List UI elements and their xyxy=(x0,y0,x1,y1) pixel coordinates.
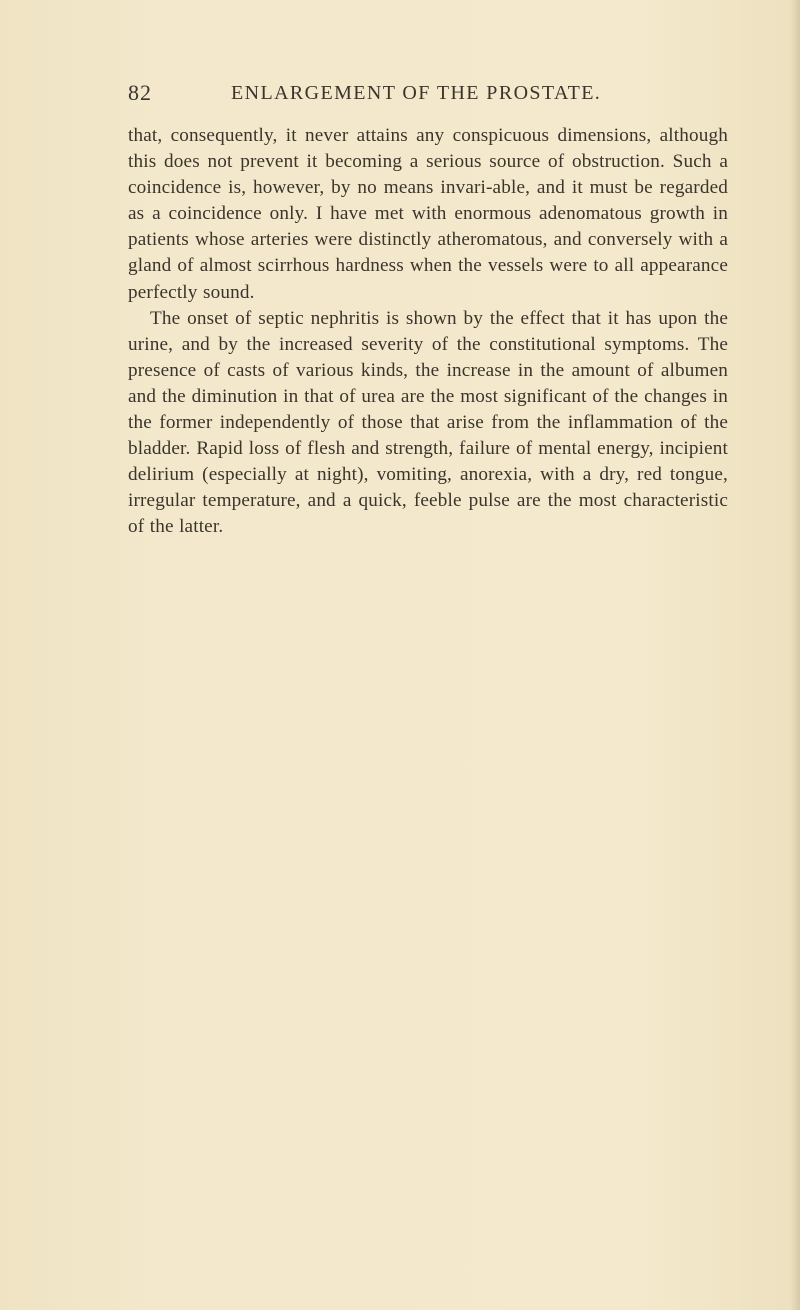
page-edge-shadow xyxy=(790,0,800,1310)
page-header xyxy=(128,80,728,110)
paragraph-1: that, consequently, it never attains any conspicuous dimensions, although this does not prevent it becoming a serious source of obstruction. Such a coincidence is, however, by no means invari-able, and it must be regarded as a coincidence only. I have met with enormous adenomatous growth in patients whose arteries were distinctly atheromatous, and conversely with a gland of almost scirrhous hardness when the vessels were to all appearance perfectly sound. xyxy=(128,125,728,303)
body-text xyxy=(128,123,728,541)
paragraph-2: The onset of septic nephritis is shown by the effect that it has upon the urine, and by the increased severity of the constitutional symptoms. The presence of casts of various kinds, the increase in the amount of albumen and the diminution in that of urea are the most significant of the changes in the former independently of those that arise from the inflammation of the bladder. Rapid loss of flesh and strength, failure of mental energy, incipient delirium (especially at night), vomiting, anorexia, with a dry, red tongue, irregular temperature, and a quick, feeble pulse are the most characteristic of the latter. xyxy=(128,307,728,538)
page-number: 82 xyxy=(128,80,152,105)
running-head: ENLARGEMENT OF THE PROSTATE. xyxy=(231,82,602,104)
